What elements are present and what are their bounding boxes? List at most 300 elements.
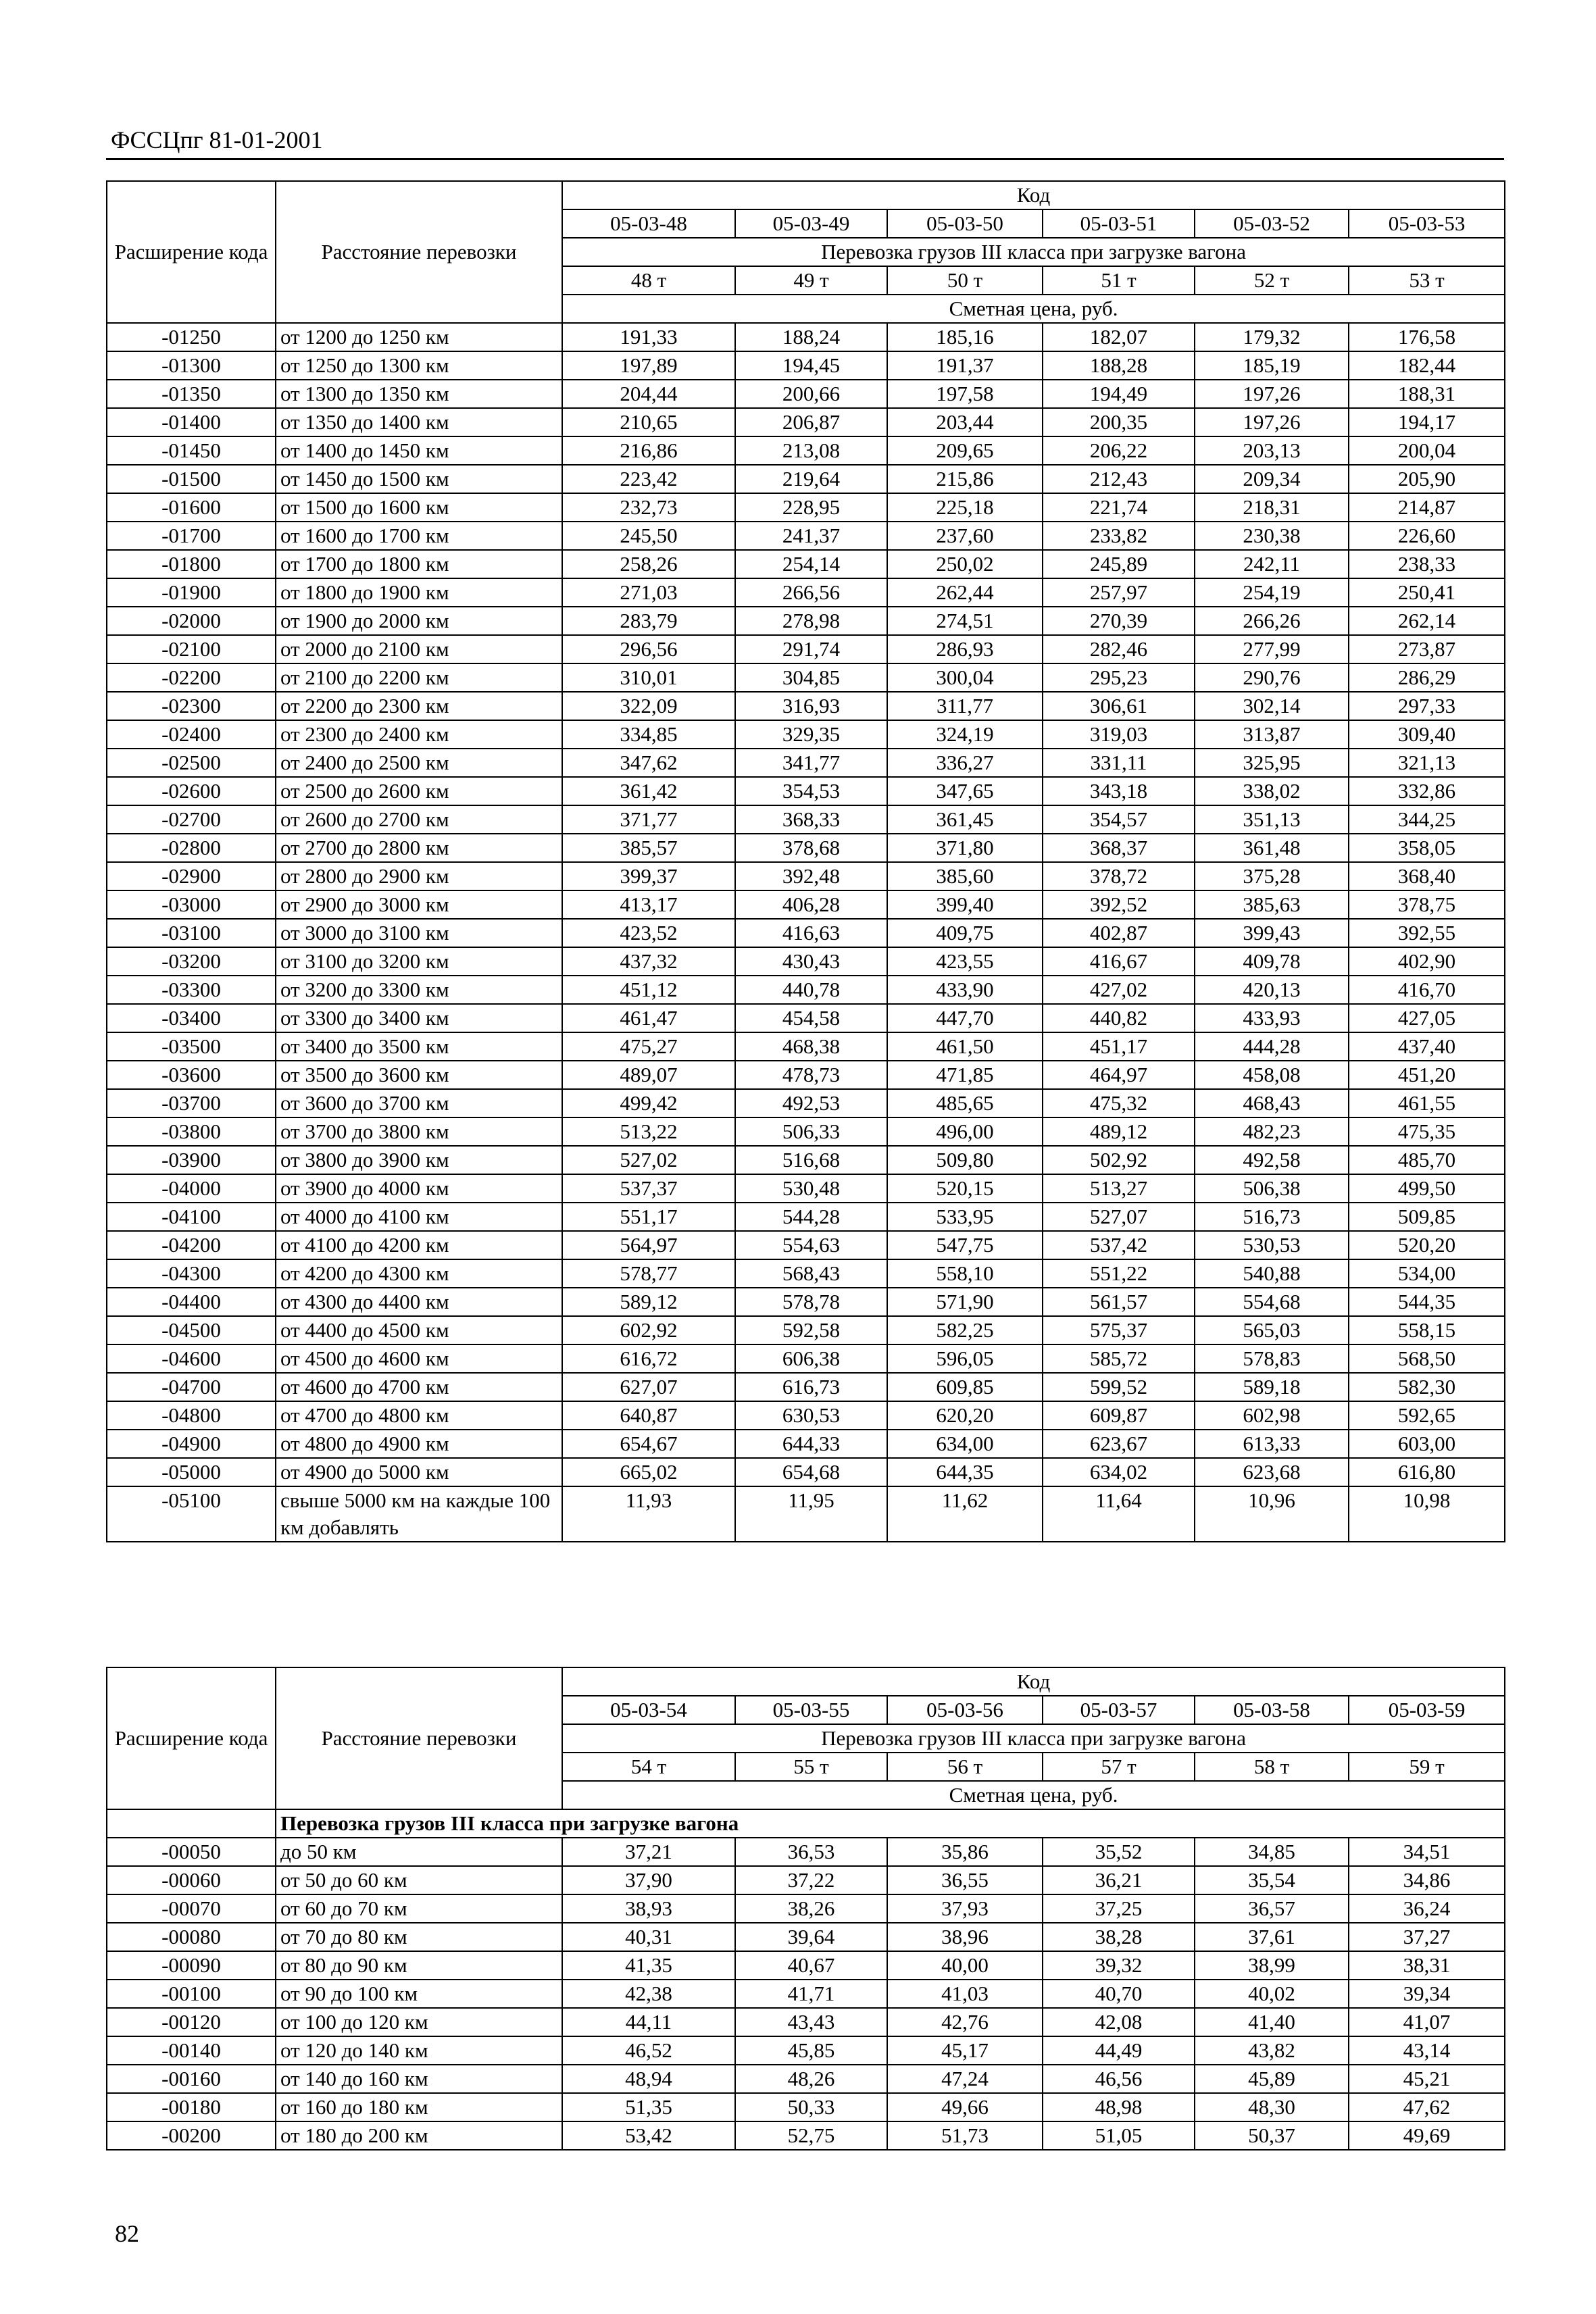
price-cell: 427,05 [1349,1004,1505,1032]
price-cell: 321,13 [1349,749,1505,777]
price-cell: 485,65 [887,1089,1043,1117]
distance-cell: от 2400 до 2500 км [276,749,562,777]
price-cell: 402,87 [1043,919,1195,947]
price-cell: 185,19 [1195,351,1349,380]
table-row [107,1203,1505,1231]
table-row [107,1089,1505,1117]
table-row [107,947,1505,976]
price-cell: 48,26 [735,2065,887,2093]
distance-cell: от 4800 до 4900 км [276,1430,562,1458]
table-row [107,890,1505,919]
price-cell: 392,48 [735,862,887,890]
distance-cell: от 3200 до 3300 км [276,976,562,1004]
price-cell: 194,49 [1043,380,1195,408]
code-extension-cell: -05100 [107,1486,276,1542]
price-cell: 185,16 [887,323,1043,351]
code-extension-cell: -01250 [107,323,276,351]
code-extension-cell: -02200 [107,663,276,692]
table-row [107,2093,1505,2121]
distance-cell: от 4000 до 4100 км [276,1203,562,1231]
code-extension-cell: -04000 [107,1174,276,1203]
price-cell: 516,73 [1195,1203,1349,1231]
price-cell: 306,61 [1043,692,1195,720]
price-cell: 506,33 [735,1117,887,1146]
price-cell: 250,41 [1349,578,1505,607]
price-cell: 214,87 [1349,493,1505,522]
price-cell: 458,08 [1195,1061,1349,1089]
price-cell: 41,03 [887,1980,1043,2008]
distance-cell: от 2200 до 2300 км [276,692,562,720]
price-cell: 351,13 [1195,805,1349,834]
price-cell: 10,98 [1349,1486,1505,1542]
table-row [107,1458,1505,1486]
price-cell: 461,50 [887,1032,1043,1061]
table-row [107,1430,1505,1458]
price-cell: 37,21 [562,1838,735,1866]
price-cell: 43,43 [735,2008,887,2036]
distance-cell: от 80 до 90 км [276,1951,562,1980]
price-cell: 582,25 [887,1316,1043,1344]
price-cell: 409,75 [887,919,1043,947]
distance-cell: от 3700 до 3800 км [276,1117,562,1146]
table-row [107,720,1505,749]
distance-cell: от 1500 до 1600 км [276,493,562,522]
price-cell: 47,24 [887,2065,1043,2093]
price-cell: 329,35 [735,720,887,749]
price-cell: 228,95 [735,493,887,522]
price-cell: 51,35 [562,2093,735,2121]
distance-cell: от 160 до 180 км [276,2093,562,2121]
distance-cell: от 140 до 160 км [276,2065,562,2093]
table-row [107,1004,1505,1032]
column-group-header-code: Код [562,181,1505,209]
price-cell: 416,67 [1043,947,1195,976]
price-cell: 40,31 [562,1923,735,1951]
code-extension-cell: -01700 [107,522,276,550]
price-cell: 36,57 [1195,1894,1349,1923]
price-cell: 654,67 [562,1430,735,1458]
price-cell: 347,65 [887,777,1043,805]
table-row [107,1980,1505,2008]
document-code-header: ФССЦпг 81-01-2001 [111,126,323,153]
price-cell: 378,68 [735,834,887,862]
price-cell: 262,44 [887,578,1043,607]
price-cell: 278,98 [735,607,887,635]
column-header-code-extension: Расширение кода [107,1667,276,1809]
price-cell: 496,00 [887,1117,1043,1146]
code-extension-cell: -04800 [107,1401,276,1430]
price-cell: 375,28 [1195,862,1349,890]
price-cell: 37,93 [887,1894,1043,1923]
price-cell: 420,13 [1195,976,1349,1004]
price-cell: 602,98 [1195,1401,1349,1430]
price-cell: 43,82 [1195,2036,1349,2065]
price-cell: 216,86 [562,436,735,465]
price-cell: 613,33 [1195,1430,1349,1458]
code-extension-cell: -03300 [107,976,276,1004]
distance-cell: от 3900 до 4000 км [276,1174,562,1203]
price-cell: 554,68 [1195,1288,1349,1316]
price-cell: 413,17 [562,890,735,919]
price-cell: 492,53 [735,1089,887,1117]
code-extension-cell: -02000 [107,607,276,635]
price-cell: 451,17 [1043,1032,1195,1061]
price-cell: 10,96 [1195,1486,1349,1542]
table-row [107,777,1505,805]
price-cell: 36,55 [887,1866,1043,1894]
code-extension-cell: -04200 [107,1231,276,1259]
price-cell: 241,37 [735,522,887,550]
price-cell: 385,63 [1195,890,1349,919]
price-cell: 309,40 [1349,720,1505,749]
price-cell: 35,54 [1195,1866,1349,1894]
price-cell: 499,50 [1349,1174,1505,1203]
price-cell: 38,99 [1195,1951,1349,1980]
price-cell: 599,52 [1043,1373,1195,1401]
price-cell: 603,00 [1349,1430,1505,1458]
column-header-code: 05-03-56 [887,1696,1043,1724]
code-extension-cell: -02400 [107,720,276,749]
price-cell: 596,05 [887,1344,1043,1373]
column-header-code: 05-03-53 [1349,209,1505,238]
column-header-load: 48 т [562,266,735,295]
code-extension-cell: -05000 [107,1458,276,1486]
price-cell: 200,35 [1043,408,1195,436]
code-extension-cell: -03600 [107,1061,276,1089]
price-cell: 11,95 [735,1486,887,1542]
price-cell: 361,42 [562,777,735,805]
column-header-load: 55 т [735,1753,887,1781]
price-cell: 203,13 [1195,436,1349,465]
price-cell: 564,97 [562,1231,735,1259]
price-cell: 179,32 [1195,323,1349,351]
distance-cell: от 2100 до 2200 км [276,663,562,692]
table-row [107,351,1505,380]
code-extension-cell: -04400 [107,1288,276,1316]
table-row [107,607,1505,635]
price-cell: 45,89 [1195,2065,1349,2093]
code-extension-cell: -02800 [107,834,276,862]
price-cell: 37,61 [1195,1923,1349,1951]
column-header-load: 58 т [1195,1753,1349,1781]
price-cell: 331,11 [1043,749,1195,777]
price-cell: 37,27 [1349,1923,1505,1951]
price-cell: 430,43 [735,947,887,976]
code-extension-cell: -04700 [107,1373,276,1401]
price-cell: 197,26 [1195,408,1349,436]
price-cell: 592,58 [735,1316,887,1344]
price-cell: 286,93 [887,635,1043,663]
table-row [107,465,1505,493]
price-cell: 544,28 [735,1203,887,1231]
price-cell: 310,01 [562,663,735,692]
code-extension-cell: -04500 [107,1316,276,1344]
table-row [107,323,1505,351]
price-cell: 520,15 [887,1174,1043,1203]
price-cell: 533,95 [887,1203,1043,1231]
price-cell: 200,66 [735,380,887,408]
table-row [107,578,1505,607]
price-cell: 11,64 [1043,1486,1195,1542]
table-row [107,1951,1505,1980]
table-row [107,1231,1505,1259]
price-cell: 40,00 [887,1951,1043,1980]
distance-cell: от 1450 до 1500 км [276,465,562,493]
code-extension-cell: -00090 [107,1951,276,1980]
price-cell: 218,31 [1195,493,1349,522]
price-cell: 176,58 [1349,323,1505,351]
code-extension-cell: -03900 [107,1146,276,1174]
column-header-load: 56 т [887,1753,1043,1781]
price-cell: 592,65 [1349,1401,1505,1430]
price-cell: 182,07 [1043,323,1195,351]
code-extension-cell: -01500 [107,465,276,493]
price-cell: 37,25 [1043,1894,1195,1923]
price-cell: 254,19 [1195,578,1349,607]
price-cell: 634,02 [1043,1458,1195,1486]
price-cell: 578,78 [735,1288,887,1316]
price-cell: 324,19 [887,720,1043,749]
price-cell: 45,85 [735,2036,887,2065]
column-header-code: 05-03-57 [1043,1696,1195,1724]
code-extension-cell: -01300 [107,351,276,380]
table-row [107,1032,1505,1061]
table-row [107,834,1505,862]
code-extension-cell: -02900 [107,862,276,890]
code-extension-cell: -01450 [107,436,276,465]
distance-cell: от 1250 до 1300 км [276,351,562,380]
distance-cell: от 1350 до 1400 км [276,408,562,436]
price-cell: 283,79 [562,607,735,635]
price-cell: 354,53 [735,777,887,805]
price-cell: 540,88 [1195,1259,1349,1288]
price-cell: 194,17 [1349,408,1505,436]
code-extension-cell: -02600 [107,777,276,805]
price-cell: 378,72 [1043,862,1195,890]
table-row [107,1117,1505,1146]
price-cell: 204,44 [562,380,735,408]
table-row [107,663,1505,692]
distance-cell: от 4200 до 4300 км [276,1259,562,1288]
price-cell: 423,55 [887,947,1043,976]
distance-cell: от 2700 до 2800 км [276,834,562,862]
table-row [107,805,1505,834]
price-cell: 554,63 [735,1231,887,1259]
price-cell: 51,73 [887,2121,1043,2150]
table-row [107,1288,1505,1316]
column-header-code: 05-03-59 [1349,1696,1505,1724]
code-extension-cell: -03500 [107,1032,276,1061]
page-number: 82 [115,2220,139,2247]
price-cell: 423,52 [562,919,735,947]
code-extension-cell: -03400 [107,1004,276,1032]
price-cell: 210,65 [562,408,735,436]
price-cell: 291,74 [735,635,887,663]
price-cell: 464,97 [1043,1061,1195,1089]
code-extension-cell: -04600 [107,1344,276,1373]
code-extension-cell: -00180 [107,2093,276,2121]
section-spacer-cell [107,1809,276,1838]
price-cell: 40,02 [1195,1980,1349,2008]
distance-cell: от 2600 до 2700 км [276,805,562,834]
price-cell: 506,38 [1195,1174,1349,1203]
price-cell: 475,32 [1043,1089,1195,1117]
code-extension-cell: -04100 [107,1203,276,1231]
price-cell: 406,28 [735,890,887,919]
price-cell: 561,57 [1043,1288,1195,1316]
price-cell: 361,48 [1195,834,1349,862]
price-cell: 38,31 [1349,1951,1505,1980]
price-cell: 270,39 [1043,607,1195,635]
distance-cell: от 120 до 140 км [276,2036,562,2065]
code-extension-cell: -02500 [107,749,276,777]
price-cell: 38,93 [562,1894,735,1923]
distance-cell: от 90 до 100 км [276,1980,562,2008]
price-cell: 634,00 [887,1430,1043,1458]
distance-cell: от 1700 до 1800 км [276,550,562,578]
code-extension-cell: -00140 [107,2036,276,2065]
price-cell: 378,75 [1349,890,1505,919]
price-cell: 50,37 [1195,2121,1349,2150]
price-cell: 582,30 [1349,1373,1505,1401]
price-cell: 409,78 [1195,947,1349,976]
price-cell: 52,75 [735,2121,887,2150]
price-cell: 509,85 [1349,1203,1505,1231]
column-header-load: 49 т [735,266,887,295]
price-cell: 49,66 [887,2093,1043,2121]
price-cell: 39,64 [735,1923,887,1951]
price-cell: 43,14 [1349,2036,1505,2065]
price-cell: 609,85 [887,1373,1043,1401]
distance-cell: от 70 до 80 км [276,1923,562,1951]
table-row [107,2008,1505,2036]
price-cell: 36,53 [735,1838,887,1866]
table-row [107,2121,1505,2150]
price-cell: 44,11 [562,2008,735,2036]
price-cell: 585,72 [1043,1344,1195,1373]
price-cell: 34,51 [1349,1838,1505,1866]
table-row [107,1838,1505,1866]
price-cell: 416,70 [1349,976,1505,1004]
price-cell: 215,86 [887,465,1043,493]
price-cell: 233,82 [1043,522,1195,550]
column-header-code: 05-03-49 [735,209,887,238]
distance-cell: от 2500 до 2600 км [276,777,562,805]
price-cell: 254,14 [735,550,887,578]
price-cell: 35,86 [887,1838,1043,1866]
price-cell: 41,40 [1195,2008,1349,2036]
price-cell: 258,26 [562,550,735,578]
price-cell: 226,60 [1349,522,1505,550]
code-extension-cell: -00160 [107,2065,276,2093]
price-cell: 334,85 [562,720,735,749]
column-header-load: 53 т [1349,266,1505,295]
distance-cell: от 100 до 120 км [276,2008,562,2036]
price-cell: 35,52 [1043,1838,1195,1866]
table-row [107,436,1505,465]
price-cell: 368,37 [1043,834,1195,862]
code-extension-cell: -01900 [107,578,276,607]
price-cell: 461,55 [1349,1089,1505,1117]
price-cell: 38,28 [1043,1923,1195,1951]
distance-cell: от 1600 до 1700 км [276,522,562,550]
price-cell: 188,28 [1043,351,1195,380]
distance-cell: от 1300 до 1350 км [276,380,562,408]
price-cell: 399,43 [1195,919,1349,947]
table-row [107,2065,1505,2093]
column-header-load: 52 т [1195,266,1349,295]
price-cell: 368,40 [1349,862,1505,890]
price-cell: 623,67 [1043,1430,1195,1458]
price-cell: 475,27 [562,1032,735,1061]
code-extension-cell: -00200 [107,2121,276,2150]
distance-cell: до 50 км [276,1838,562,1866]
price-cell: 513,22 [562,1117,735,1146]
distance-cell: от 1800 до 1900 км [276,578,562,607]
table-row [107,635,1505,663]
price-cell: 530,48 [735,1174,887,1203]
price-cell: 530,53 [1195,1231,1349,1259]
price-cell: 565,03 [1195,1316,1349,1344]
price-cell: 440,82 [1043,1004,1195,1032]
distance-cell: свыше 5000 км на каждые 100 км добавлять [276,1486,562,1542]
price-cell: 51,05 [1043,2121,1195,2150]
price-cell: 665,02 [562,1458,735,1486]
price-cell: 205,90 [1349,465,1505,493]
price-cell: 325,95 [1195,749,1349,777]
table-row [107,408,1505,436]
section-row [107,1809,1505,1838]
price-cell: 358,05 [1349,834,1505,862]
price-cell: 209,65 [887,436,1043,465]
column-header-load: 59 т [1349,1753,1505,1781]
price-cell: 544,35 [1349,1288,1505,1316]
price-cell: 44,49 [1043,2036,1195,2065]
price-cell: 478,73 [735,1061,887,1089]
price-cell: 482,23 [1195,1117,1349,1146]
price-cell: 502,92 [1043,1146,1195,1174]
price-cell: 571,90 [887,1288,1043,1316]
price-cell: 485,70 [1349,1146,1505,1174]
price-cell: 245,89 [1043,550,1195,578]
price-cell: 343,18 [1043,777,1195,805]
price-cell: 188,24 [735,323,887,351]
column-header-load: 50 т [887,266,1043,295]
price-cell: 509,80 [887,1146,1043,1174]
table-row [107,2036,1505,2065]
price-cell: 616,80 [1349,1458,1505,1486]
price-cell: 551,17 [562,1203,735,1231]
code-extension-cell: -00060 [107,1866,276,1894]
price-cell: 295,23 [1043,663,1195,692]
distance-cell: от 2800 до 2900 км [276,862,562,890]
price-cell: 48,98 [1043,2093,1195,2121]
price-cell: 46,56 [1043,2065,1195,2093]
price-cell: 42,76 [887,2008,1043,2036]
price-unit-label: Сметная цена, руб. [562,295,1505,323]
price-cell: 188,31 [1349,380,1505,408]
section-heading: Перевозка грузов III класса при загрузке вагона [276,1809,1505,1838]
price-cell: 347,62 [562,749,735,777]
price-cell: 575,37 [1043,1316,1195,1344]
price-cell: 36,24 [1349,1894,1505,1923]
price-cell: 371,80 [887,834,1043,862]
distance-cell: от 4500 до 4600 км [276,1344,562,1373]
price-cell: 203,44 [887,408,1043,436]
code-extension-cell: -02100 [107,635,276,663]
column-header-code: 05-03-51 [1043,209,1195,238]
price-cell: 34,85 [1195,1838,1349,1866]
